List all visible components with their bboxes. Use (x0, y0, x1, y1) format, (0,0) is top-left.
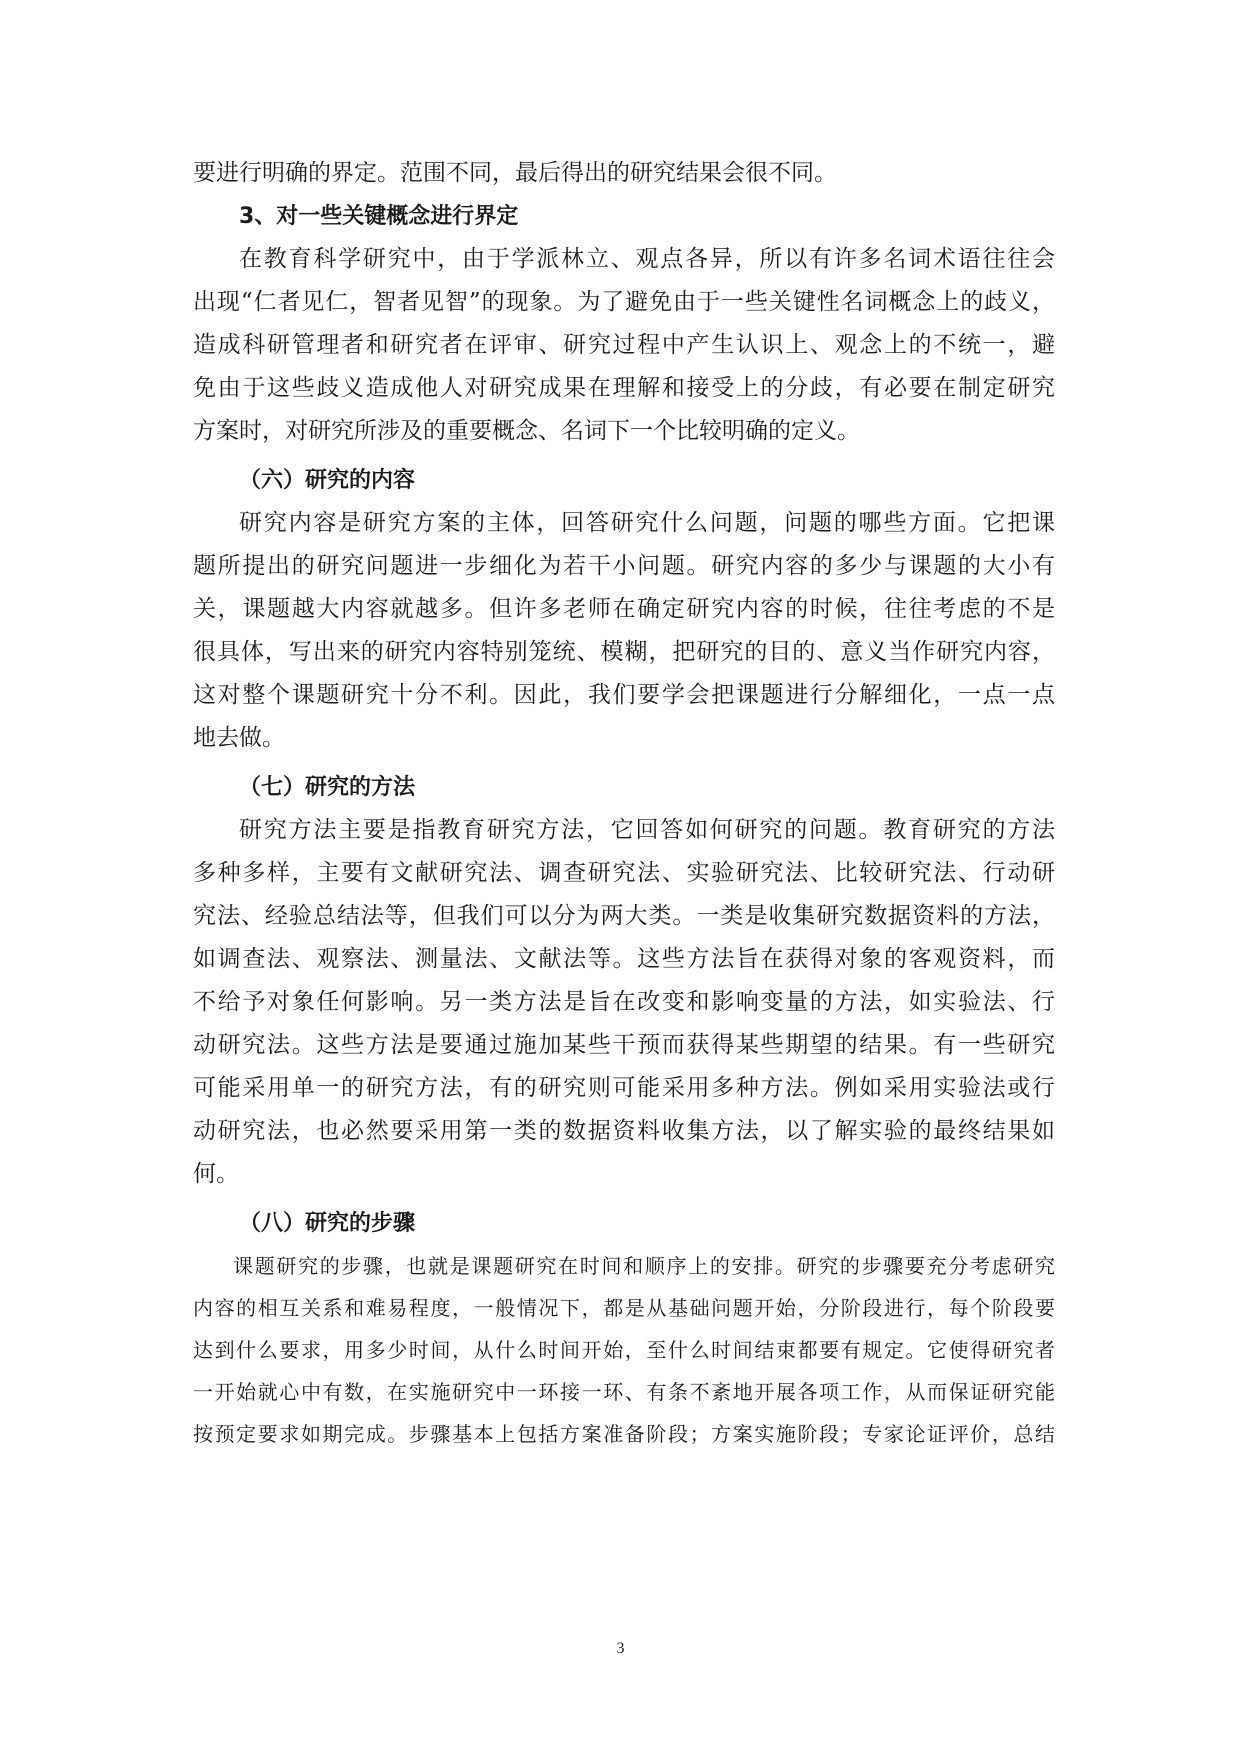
paragraph (193, 809, 1055, 1196)
paragraph-line: 动研究法。这些方法是要通过施加某些干预而获得某些期望的结果。有一些研究 (193, 1032, 1055, 1058)
section-heading: （八）研究的步骤 (239, 1211, 416, 1236)
paragraph-line: 不给予对象任何影响。另一类方法是旨在改变和影响变量的方法，如实验法、行 (193, 989, 1055, 1015)
paragraph-line: 究法、经验总结法等，但我们可以分为两大类。一类是收集研究数据资料的方法， (193, 903, 1055, 929)
paragraph-line: 何。 (193, 1161, 239, 1187)
paragraph-line: 很具体，写出来的研究内容特别笼统、模糊，把研究的目的、意义当作研究内容， (193, 639, 1055, 665)
paragraph-line: 可能采用单一的研究方法，有的研究则可能采用多种方法。例如采用实验法或行 (193, 1075, 1055, 1101)
paragraph (193, 502, 1055, 760)
paragraph-line: 关，课题越大内容就越多。但许多老师在确定研究内容的时候，往往考虑的不是 (193, 596, 1055, 622)
paragraph-line: 出现“仁者见仁，智者见智”的现象。为了避免由于一些关键性名词概念上的歧义， (193, 289, 1055, 315)
paragraph-line: 动研究法，也必然要采用第一类的数据资料收集方法，以了解实验的最终结果如 (193, 1118, 1055, 1144)
page-number: 3 (616, 1640, 625, 1657)
paragraph (193, 152, 1055, 195)
paragraph (193, 238, 1055, 453)
paragraph-line: 多种多样，主要有文献研究法、调查研究法、实验研究法、比较研究法、行动研 (193, 860, 1055, 886)
paragraph-line: 题所提出的研究问题进一步细化为若干小问题。研究内容的多少与课题的大小有 (193, 553, 1055, 579)
subsection-heading: 3、对一些关键概念进行界定 (239, 204, 519, 229)
section-heading: （七）研究的方法 (239, 775, 416, 800)
paragraph-line: 如调查法、观察法、测量法、文献法等。这些方法旨在获得对象的客观资料，而 (193, 946, 1055, 972)
paragraph-line: 一开始就心中有数，在实施研究中一环接一环、有条不紊地开展各项工作，从而保证研究能 (193, 1380, 1055, 1404)
paragraph-line: 研究内容是研究方案的主体，回答研究什么问题，问题的哪些方面。它把课 (239, 510, 1055, 536)
section-heading: （六）研究的内容 (239, 468, 416, 493)
paragraph-line: 在教育科学研究中，由于学派林立、观点各异，所以有许多名词术语往往会 (239, 246, 1055, 272)
paragraph-line: 这对整个课题研究十分不利。因此，我们要学会把课题进行分解细化，一点一点 (193, 682, 1055, 708)
paragraph-line: 按预定要求如期完成。步骤基本上包括方案准备阶段；方案实施阶段；专家论证评价，总结 (193, 1422, 1055, 1446)
paragraph-line: 免由于这些歧义造成他人对研究成果在理解和接受上的分歧，有必要在制定研究 (193, 375, 1055, 401)
paragraph-line: 达到什么要求，用多少时间，从什么时间开始，至什么时间结束都要有规定。它使得研究者 (193, 1338, 1055, 1362)
document-body (193, 152, 1055, 1455)
paragraph-line: 造成科研管理者和研究者在评审、研究过程中产生认识上、观念上的不统一，避 (193, 332, 1055, 358)
paragraph-line: 课题研究的步骤，也就是课题研究在时间和顺序上的安排。研究的步骤要充分考虑研究 (233, 1254, 1055, 1278)
paragraph-line: 要进行明确的界定。范围不同，最后得出的研究结果会很不同。 (193, 160, 837, 186)
paragraph-line: 方案时，对研究所涉及的重要概念、名词下一个比较明确的定义。 (193, 418, 860, 444)
paragraph-line: 地去做。 (193, 725, 285, 751)
paragraph (193, 1245, 1055, 1455)
paragraph-line: 内容的相互关系和难易程度，一般情况下，都是从基础问题开始，分阶段进行，每个阶段要 (193, 1296, 1055, 1320)
paragraph-line: 研究方法主要是指教育研究方法，它回答如何研究的问题。教育研究的方法 (239, 817, 1055, 843)
